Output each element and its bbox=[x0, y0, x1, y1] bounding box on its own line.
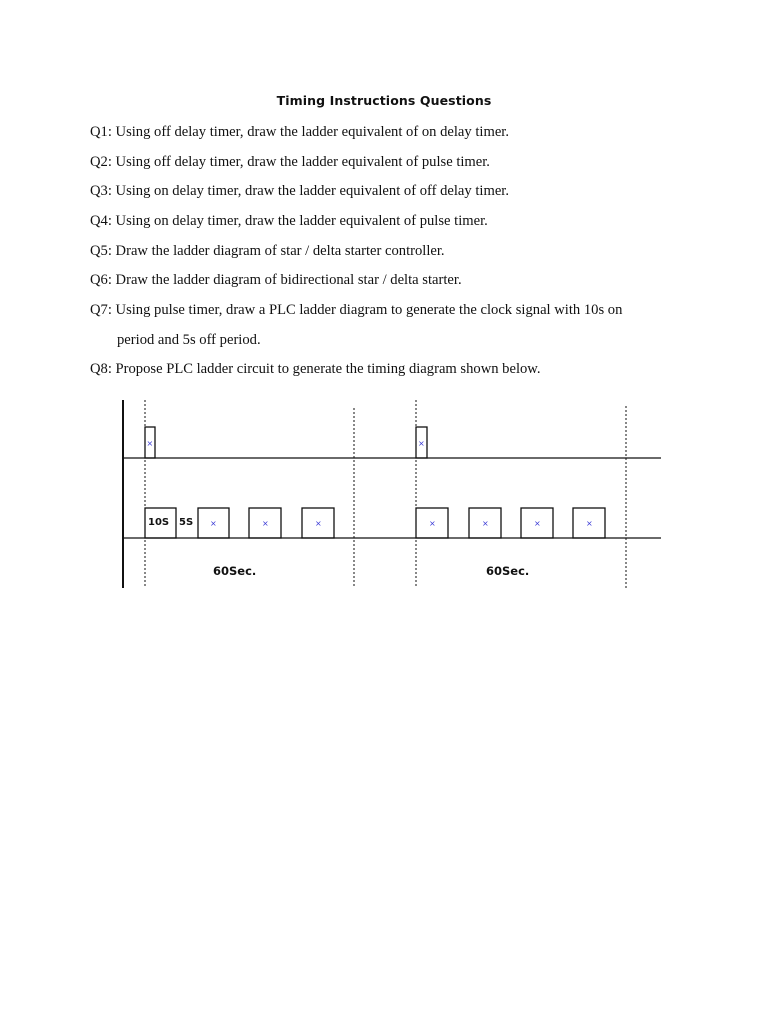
question-1: Q1: Using off delay timer, draw the ladder equivalent of on delay timer. bbox=[90, 124, 509, 140]
output-pulse-marker: × bbox=[262, 519, 269, 528]
period-label: 60Sec. bbox=[213, 564, 257, 578]
document-title: Timing Instructions Questions bbox=[276, 93, 492, 108]
pulse-on-label: 10S bbox=[148, 517, 170, 528]
trigger-pulse-marker: × bbox=[418, 439, 425, 448]
output-pulse-marker: × bbox=[210, 519, 217, 528]
question-8: Q8: Propose PLC ladder circuit to generate the timing diagram shown below. bbox=[90, 361, 541, 377]
output-pulse-marker: × bbox=[482, 519, 489, 528]
question-6: Q6: Draw the ladder diagram of bidirectional star / delta starter. bbox=[90, 272, 462, 288]
question-5: Q5: Draw the ladder diagram of star / delta starter controller. bbox=[90, 243, 445, 259]
output-pulse-marker: × bbox=[586, 519, 593, 528]
question-7: Q7: Using pulse timer, draw a PLC ladder diagram to generate the clock signal with 10s on bbox=[90, 302, 623, 318]
trigger-pulse-marker: × bbox=[146, 439, 154, 448]
question-3: Q3: Using on delay timer, draw the ladder equivalent of off delay timer. bbox=[90, 183, 509, 199]
output-pulse-marker: × bbox=[534, 519, 541, 528]
question-2: Q2: Using off delay timer, draw the ladder equivalent of pulse timer. bbox=[90, 154, 490, 170]
output-pulse-marker: × bbox=[429, 519, 436, 528]
question-4: Q4: Using on delay timer, draw the ladder equivalent of pulse timer. bbox=[90, 213, 488, 229]
pulse-off-label: 5S bbox=[179, 517, 194, 528]
period-label: 60Sec. bbox=[486, 564, 530, 578]
question-7-continuation: period and 5s off period. bbox=[117, 332, 261, 348]
output-pulse-marker: × bbox=[315, 519, 322, 528]
